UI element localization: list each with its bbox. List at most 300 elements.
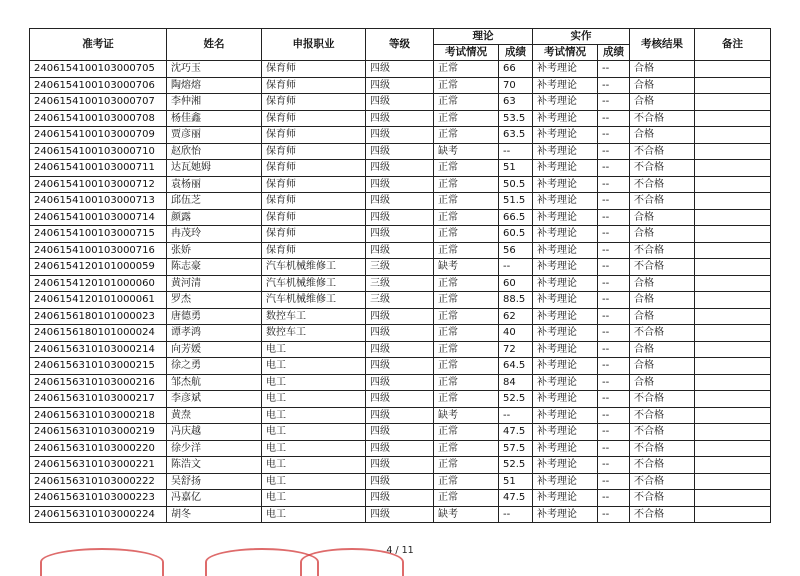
header-practice-score: 成绩 [598, 45, 630, 61]
cell-job: 保育师 [262, 143, 366, 160]
cell-theory-score: 51 [499, 160, 533, 177]
cell-practice-status: 补考理论 [533, 407, 598, 424]
cell-level: 四级 [366, 127, 434, 144]
cell-practice-status: 补考理论 [533, 127, 598, 144]
cell-exam-id: 2406156310103000224 [30, 506, 167, 523]
cell-level: 四级 [366, 341, 434, 358]
cell-level: 四级 [366, 143, 434, 160]
cell-theory-score: -- [499, 407, 533, 424]
cell-exam-id: 2406154100103000715 [30, 226, 167, 243]
cell-remark [695, 506, 771, 523]
cell-result: 不合格 [630, 424, 695, 441]
cell-theory-score: 57.5 [499, 440, 533, 457]
cell-theory-status: 正常 [434, 110, 499, 127]
table-row [30, 391, 771, 408]
table-row [30, 473, 771, 490]
cell-remark [695, 176, 771, 193]
cell-result: 不合格 [630, 160, 695, 177]
cell-practice-status: 补考理论 [533, 473, 598, 490]
cell-theory-status: 缺考 [434, 506, 499, 523]
cell-exam-id: 2406156310103000216 [30, 374, 167, 391]
table-row [30, 242, 771, 259]
header-id: 准考证 [30, 29, 167, 61]
cell-result: 不合格 [630, 325, 695, 342]
cell-job: 电工 [262, 341, 366, 358]
cell-remark [695, 127, 771, 144]
cell-practice-status: 补考理论 [533, 374, 598, 391]
table-row [30, 325, 771, 342]
cell-level: 四级 [366, 308, 434, 325]
cell-result: 不合格 [630, 391, 695, 408]
cell-theory-score: 47.5 [499, 424, 533, 441]
cell-level: 四级 [366, 176, 434, 193]
cell-practice-score: -- [598, 506, 630, 523]
cell-level: 四级 [366, 424, 434, 441]
cell-name: 冯嘉亿 [167, 490, 262, 507]
cell-theory-status: 正常 [434, 94, 499, 111]
header-result: 考核结果 [630, 29, 695, 61]
header-practice-status: 考试情况 [533, 45, 598, 61]
cell-practice-score: -- [598, 341, 630, 358]
cell-remark [695, 374, 771, 391]
cell-theory-status: 正常 [434, 226, 499, 243]
cell-practice-score: -- [598, 110, 630, 127]
cell-theory-score: 88.5 [499, 292, 533, 309]
cell-practice-status: 补考理论 [533, 77, 598, 94]
cell-practice-status: 补考理论 [533, 61, 598, 78]
cell-job: 汽车机械维修工 [262, 275, 366, 292]
cell-remark [695, 424, 771, 441]
cell-practice-status: 补考理论 [533, 308, 598, 325]
table-row [30, 275, 771, 292]
cell-practice-score: -- [598, 77, 630, 94]
cell-theory-status: 正常 [434, 61, 499, 78]
cell-exam-id: 2406154100103000711 [30, 160, 167, 177]
cell-exam-id: 2406154100103000705 [30, 61, 167, 78]
table-row [30, 358, 771, 375]
cell-exam-id: 2406154120101000060 [30, 275, 167, 292]
cell-practice-score: -- [598, 374, 630, 391]
cell-job: 保育师 [262, 61, 366, 78]
cell-name: 罗杰 [167, 292, 262, 309]
cell-theory-score: -- [499, 259, 533, 276]
cell-result: 合格 [630, 94, 695, 111]
cell-name: 李彦斌 [167, 391, 262, 408]
cell-practice-score: -- [598, 358, 630, 375]
cell-remark [695, 490, 771, 507]
cell-theory-score: 70 [499, 77, 533, 94]
cell-practice-score: -- [598, 308, 630, 325]
cell-result: 不合格 [630, 407, 695, 424]
cell-theory-status: 缺考 [434, 143, 499, 160]
cell-exam-id: 2406156310103000214 [30, 341, 167, 358]
cell-theory-score: 40 [499, 325, 533, 342]
cell-theory-score: 47.5 [499, 490, 533, 507]
cell-theory-score: -- [499, 143, 533, 160]
cell-theory-status: 正常 [434, 358, 499, 375]
cell-level: 三级 [366, 275, 434, 292]
cell-job: 保育师 [262, 94, 366, 111]
cell-result: 合格 [630, 226, 695, 243]
results-table [29, 28, 771, 523]
cell-remark [695, 259, 771, 276]
cell-remark [695, 407, 771, 424]
header-practice: 实作 [533, 29, 630, 45]
cell-theory-score: 52.5 [499, 457, 533, 474]
cell-name: 冯庆越 [167, 424, 262, 441]
cell-theory-status: 正常 [434, 77, 499, 94]
cell-level: 三级 [366, 292, 434, 309]
cell-practice-status: 补考理论 [533, 193, 598, 210]
cell-result: 合格 [630, 77, 695, 94]
cell-remark [695, 473, 771, 490]
cell-result: 不合格 [630, 143, 695, 160]
cell-level: 四级 [366, 110, 434, 127]
cell-practice-status: 补考理论 [533, 110, 598, 127]
cell-practice-status: 补考理论 [533, 292, 598, 309]
table-row [30, 127, 771, 144]
table-row [30, 259, 771, 276]
cell-job: 电工 [262, 490, 366, 507]
cell-remark [695, 292, 771, 309]
cell-theory-status: 正常 [434, 209, 499, 226]
cell-name: 杨佳鑫 [167, 110, 262, 127]
cell-practice-status: 补考理论 [533, 94, 598, 111]
cell-practice-score: -- [598, 242, 630, 259]
cell-name: 陶熔熔 [167, 77, 262, 94]
cell-remark [695, 457, 771, 474]
cell-exam-id: 2406154100103000712 [30, 176, 167, 193]
cell-job: 数控车工 [262, 325, 366, 342]
cell-name: 邹杰航 [167, 374, 262, 391]
page-number: 4 / 11 [386, 545, 414, 556]
table-row [30, 94, 771, 111]
cell-practice-score: -- [598, 457, 630, 474]
cell-theory-score: 51.5 [499, 193, 533, 210]
header-job: 申报职业 [262, 29, 366, 61]
cell-name: 冉茂玲 [167, 226, 262, 243]
cell-level: 三级 [366, 259, 434, 276]
cell-exam-id: 2406156310103000220 [30, 440, 167, 457]
table-row [30, 440, 771, 457]
cell-result: 不合格 [630, 176, 695, 193]
cell-theory-score: 60.5 [499, 226, 533, 243]
cell-theory-score: 60 [499, 275, 533, 292]
cell-theory-status: 正常 [434, 490, 499, 507]
cell-level: 四级 [366, 391, 434, 408]
cell-practice-score: -- [598, 160, 630, 177]
cell-result: 合格 [630, 341, 695, 358]
cell-exam-id: 2406156310103000215 [30, 358, 167, 375]
cell-name: 陈浩文 [167, 457, 262, 474]
cell-theory-status: 正常 [434, 176, 499, 193]
cell-name: 沈巧玉 [167, 61, 262, 78]
cell-theory-score: 52.5 [499, 391, 533, 408]
cell-theory-score: 56 [499, 242, 533, 259]
cell-theory-score: 72 [499, 341, 533, 358]
cell-job: 电工 [262, 424, 366, 441]
cell-remark [695, 242, 771, 259]
cell-level: 四级 [366, 374, 434, 391]
cell-remark [695, 193, 771, 210]
cell-remark [695, 110, 771, 127]
cell-level: 四级 [366, 94, 434, 111]
cell-job: 电工 [262, 473, 366, 490]
cell-practice-status: 补考理论 [533, 143, 598, 160]
cell-result: 不合格 [630, 506, 695, 523]
cell-job: 电工 [262, 374, 366, 391]
cell-level: 四级 [366, 226, 434, 243]
cell-practice-status: 补考理论 [533, 424, 598, 441]
cell-practice-score: -- [598, 226, 630, 243]
cell-practice-status: 补考理论 [533, 490, 598, 507]
cell-theory-score: 62 [499, 308, 533, 325]
cell-job: 电工 [262, 440, 366, 457]
cell-remark [695, 94, 771, 111]
cell-level: 四级 [366, 325, 434, 342]
cell-job: 保育师 [262, 77, 366, 94]
cell-job: 电工 [262, 407, 366, 424]
cell-result: 不合格 [630, 193, 695, 210]
header-theory-score: 成绩 [499, 45, 533, 61]
cell-exam-id: 2406156310103000222 [30, 473, 167, 490]
table-row [30, 176, 771, 193]
cell-theory-status: 缺考 [434, 407, 499, 424]
cell-practice-score: -- [598, 325, 630, 342]
cell-practice-score: -- [598, 440, 630, 457]
cell-name: 李仲湘 [167, 94, 262, 111]
table-row [30, 457, 771, 474]
cell-theory-score: 66.5 [499, 209, 533, 226]
cell-result: 合格 [630, 127, 695, 144]
cell-level: 四级 [366, 242, 434, 259]
table-row [30, 341, 771, 358]
cell-theory-score: 84 [499, 374, 533, 391]
cell-result: 不合格 [630, 110, 695, 127]
cell-level: 四级 [366, 473, 434, 490]
cell-remark [695, 440, 771, 457]
cell-result: 不合格 [630, 440, 695, 457]
header-remark: 备注 [695, 29, 771, 61]
cell-theory-score: -- [499, 506, 533, 523]
table-row [30, 160, 771, 177]
cell-remark [695, 325, 771, 342]
cell-job: 保育师 [262, 127, 366, 144]
cell-job: 数控车工 [262, 308, 366, 325]
cell-practice-score: -- [598, 127, 630, 144]
cell-name: 颜露 [167, 209, 262, 226]
cell-job: 汽车机械维修工 [262, 292, 366, 309]
cell-name: 胡冬 [167, 506, 262, 523]
table-row [30, 61, 771, 78]
cell-theory-score: 51 [499, 473, 533, 490]
cell-practice-score: -- [598, 193, 630, 210]
cell-practice-score: -- [598, 490, 630, 507]
table-row [30, 110, 771, 127]
cell-result: 不合格 [630, 457, 695, 474]
cell-name: 黄河清 [167, 275, 262, 292]
cell-exam-id: 2406156310103000218 [30, 407, 167, 424]
table-row [30, 193, 771, 210]
table-row [30, 77, 771, 94]
cell-result: 合格 [630, 61, 695, 78]
cell-theory-status: 正常 [434, 374, 499, 391]
cell-remark [695, 209, 771, 226]
table-row [30, 308, 771, 325]
cell-practice-status: 补考理论 [533, 226, 598, 243]
cell-theory-status: 正常 [434, 160, 499, 177]
table-row [30, 490, 771, 507]
cell-exam-id: 2406156310103000217 [30, 391, 167, 408]
cell-job: 保育师 [262, 193, 366, 210]
cell-remark [695, 358, 771, 375]
table-row [30, 226, 771, 243]
cell-theory-status: 正常 [434, 341, 499, 358]
cell-level: 四级 [366, 506, 434, 523]
cell-level: 四级 [366, 457, 434, 474]
cell-remark [695, 341, 771, 358]
cell-exam-id: 2406154120101000061 [30, 292, 167, 309]
cell-practice-status: 补考理论 [533, 457, 598, 474]
cell-job: 电工 [262, 457, 366, 474]
cell-name: 吴舒扬 [167, 473, 262, 490]
cell-job: 保育师 [262, 209, 366, 226]
cell-theory-status: 正常 [434, 242, 499, 259]
cell-theory-score: 63 [499, 94, 533, 111]
cell-remark [695, 226, 771, 243]
cell-level: 四级 [366, 358, 434, 375]
cell-practice-status: 补考理论 [533, 259, 598, 276]
cell-job: 电工 [262, 358, 366, 375]
cell-name: 张娇 [167, 242, 262, 259]
cell-practice-status: 补考理论 [533, 176, 598, 193]
cell-result: 不合格 [630, 259, 695, 276]
cell-practice-score: -- [598, 391, 630, 408]
cell-name: 陈志豪 [167, 259, 262, 276]
cell-theory-status: 正常 [434, 325, 499, 342]
cell-result: 不合格 [630, 490, 695, 507]
cell-theory-status: 正常 [434, 308, 499, 325]
cell-job: 电工 [262, 506, 366, 523]
cell-practice-status: 补考理论 [533, 440, 598, 457]
cell-name: 向芳媛 [167, 341, 262, 358]
cell-level: 四级 [366, 440, 434, 457]
table-body [30, 61, 771, 523]
cell-practice-status: 补考理论 [533, 209, 598, 226]
cell-level: 四级 [366, 490, 434, 507]
cell-practice-score: -- [598, 94, 630, 111]
cell-exam-id: 2406156310103000221 [30, 457, 167, 474]
cell-exam-id: 2406154100103000706 [30, 77, 167, 94]
cell-practice-score: -- [598, 424, 630, 441]
cell-theory-status: 正常 [434, 292, 499, 309]
cell-practice-status: 补考理论 [533, 391, 598, 408]
cell-practice-status: 补考理论 [533, 325, 598, 342]
cell-result: 不合格 [630, 242, 695, 259]
cell-level: 四级 [366, 77, 434, 94]
cell-practice-status: 补考理论 [533, 341, 598, 358]
cell-result: 合格 [630, 358, 695, 375]
cell-practice-score: -- [598, 275, 630, 292]
cell-exam-id: 2406156180101000023 [30, 308, 167, 325]
cell-theory-status: 正常 [434, 440, 499, 457]
cell-remark [695, 143, 771, 160]
cell-remark [695, 391, 771, 408]
cell-level: 四级 [366, 209, 434, 226]
cell-theory-status: 正常 [434, 473, 499, 490]
cell-remark [695, 61, 771, 78]
cell-job: 电工 [262, 391, 366, 408]
cell-name: 徐少洋 [167, 440, 262, 457]
header-theory-status: 考试情况 [434, 45, 499, 61]
cell-job: 保育师 [262, 242, 366, 259]
cell-result: 合格 [630, 209, 695, 226]
cell-theory-status: 正常 [434, 391, 499, 408]
cell-remark [695, 77, 771, 94]
cell-practice-status: 补考理论 [533, 358, 598, 375]
cell-level: 四级 [366, 160, 434, 177]
cell-theory-score: 63.5 [499, 127, 533, 144]
cell-practice-score: -- [598, 407, 630, 424]
cell-practice-status: 补考理论 [533, 160, 598, 177]
cell-name: 赵欣怡 [167, 143, 262, 160]
cell-theory-score: 64.5 [499, 358, 533, 375]
cell-name: 袁杨丽 [167, 176, 262, 193]
cell-result: 合格 [630, 374, 695, 391]
cell-name: 徐之勇 [167, 358, 262, 375]
cell-job: 汽车机械维修工 [262, 259, 366, 276]
cell-exam-id: 2406154100103000713 [30, 193, 167, 210]
cell-theory-status: 正常 [434, 193, 499, 210]
table-header [30, 29, 771, 61]
cell-name: 邱伍芝 [167, 193, 262, 210]
cell-exam-id: 2406154100103000708 [30, 110, 167, 127]
cell-name: 黄焘 [167, 407, 262, 424]
cell-practice-status: 补考理论 [533, 275, 598, 292]
cell-exam-id: 2406154120101000059 [30, 259, 167, 276]
cell-practice-status: 补考理论 [533, 242, 598, 259]
table-row [30, 506, 771, 523]
cell-practice-status: 补考理论 [533, 506, 598, 523]
table-row [30, 374, 771, 391]
cell-remark [695, 275, 771, 292]
cell-theory-score: 50.5 [499, 176, 533, 193]
cell-theory-status: 正常 [434, 275, 499, 292]
header-level: 等级 [366, 29, 434, 61]
cell-practice-score: -- [598, 209, 630, 226]
cell-name: 唐德勇 [167, 308, 262, 325]
table-row [30, 209, 771, 226]
cell-practice-score: -- [598, 259, 630, 276]
cell-exam-id: 2406154100103000716 [30, 242, 167, 259]
cell-result: 合格 [630, 275, 695, 292]
cell-name: 达瓦她姆 [167, 160, 262, 177]
cell-result: 合格 [630, 308, 695, 325]
cell-exam-id: 2406156180101000024 [30, 325, 167, 342]
table-row [30, 407, 771, 424]
cell-practice-score: -- [598, 473, 630, 490]
cell-job: 保育师 [262, 226, 366, 243]
cell-exam-id: 2406154100103000709 [30, 127, 167, 144]
cell-level: 四级 [366, 193, 434, 210]
cell-job: 保育师 [262, 110, 366, 127]
cell-job: 保育师 [262, 160, 366, 177]
cell-theory-status: 正常 [434, 457, 499, 474]
cell-theory-status: 正常 [434, 127, 499, 144]
cell-theory-status: 缺考 [434, 259, 499, 276]
cell-result: 合格 [630, 292, 695, 309]
cell-result: 不合格 [630, 473, 695, 490]
